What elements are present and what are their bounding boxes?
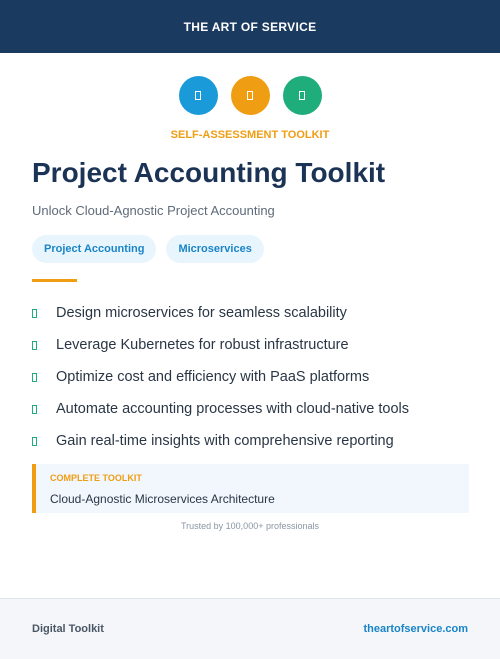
website-link[interactable]: theartofservice.com bbox=[363, 623, 468, 635]
check-icon bbox=[32, 341, 37, 350]
feature-text: Gain real-time insights with comprehensive reporting bbox=[56, 433, 394, 449]
tag-list bbox=[32, 235, 264, 263]
feature-item bbox=[32, 361, 409, 393]
document-icon bbox=[195, 91, 201, 100]
check-icon bbox=[32, 373, 37, 382]
document-icon-blue bbox=[179, 76, 218, 115]
accent-divider bbox=[32, 279, 77, 282]
feature-text: Optimize cost and efficiency with PaaS platforms bbox=[56, 369, 370, 385]
tag-project-accounting: Project Accounting bbox=[32, 235, 156, 263]
trust-note: Trusted by 100,000+ professionals bbox=[180, 521, 319, 531]
footer-label: Digital Toolkit bbox=[32, 623, 104, 635]
feature-text: Automate accounting processes with cloud-native tools bbox=[56, 401, 410, 417]
document-icon-green bbox=[283, 76, 322, 115]
document-icon bbox=[247, 91, 253, 100]
feature-text: Design microservices for seamless scalability bbox=[56, 305, 347, 321]
feature-item bbox=[32, 297, 409, 329]
feature-text: Leverage Kubernetes for robust infrastructure bbox=[56, 337, 349, 353]
check-icon bbox=[32, 405, 37, 414]
page-subtitle: Unlock Cloud-Agnostic Project Accounting bbox=[32, 203, 275, 218]
callout-text: Cloud-Agnostic Microservices Architecture bbox=[50, 492, 275, 506]
icon-row bbox=[0, 76, 500, 115]
document-icon bbox=[299, 91, 305, 100]
feature-item bbox=[32, 425, 409, 457]
kicker-label: SELF-ASSESSMENT TOOLKIT bbox=[170, 129, 330, 141]
callout-label: COMPLETE TOOLKIT bbox=[50, 473, 142, 483]
tag-microservices: Microservices bbox=[166, 235, 263, 263]
check-icon bbox=[32, 437, 37, 446]
feature-list bbox=[32, 297, 409, 457]
toolkit-callout bbox=[32, 464, 469, 513]
feature-item bbox=[32, 393, 409, 425]
header-bar bbox=[0, 0, 500, 53]
document-icon-orange bbox=[231, 76, 270, 115]
feature-item bbox=[32, 329, 409, 361]
footer bbox=[0, 598, 500, 659]
check-icon bbox=[32, 309, 37, 318]
page-title: Project Accounting Toolkit bbox=[32, 157, 386, 188]
brand-name: THE ART OF SERVICE bbox=[183, 19, 317, 34]
